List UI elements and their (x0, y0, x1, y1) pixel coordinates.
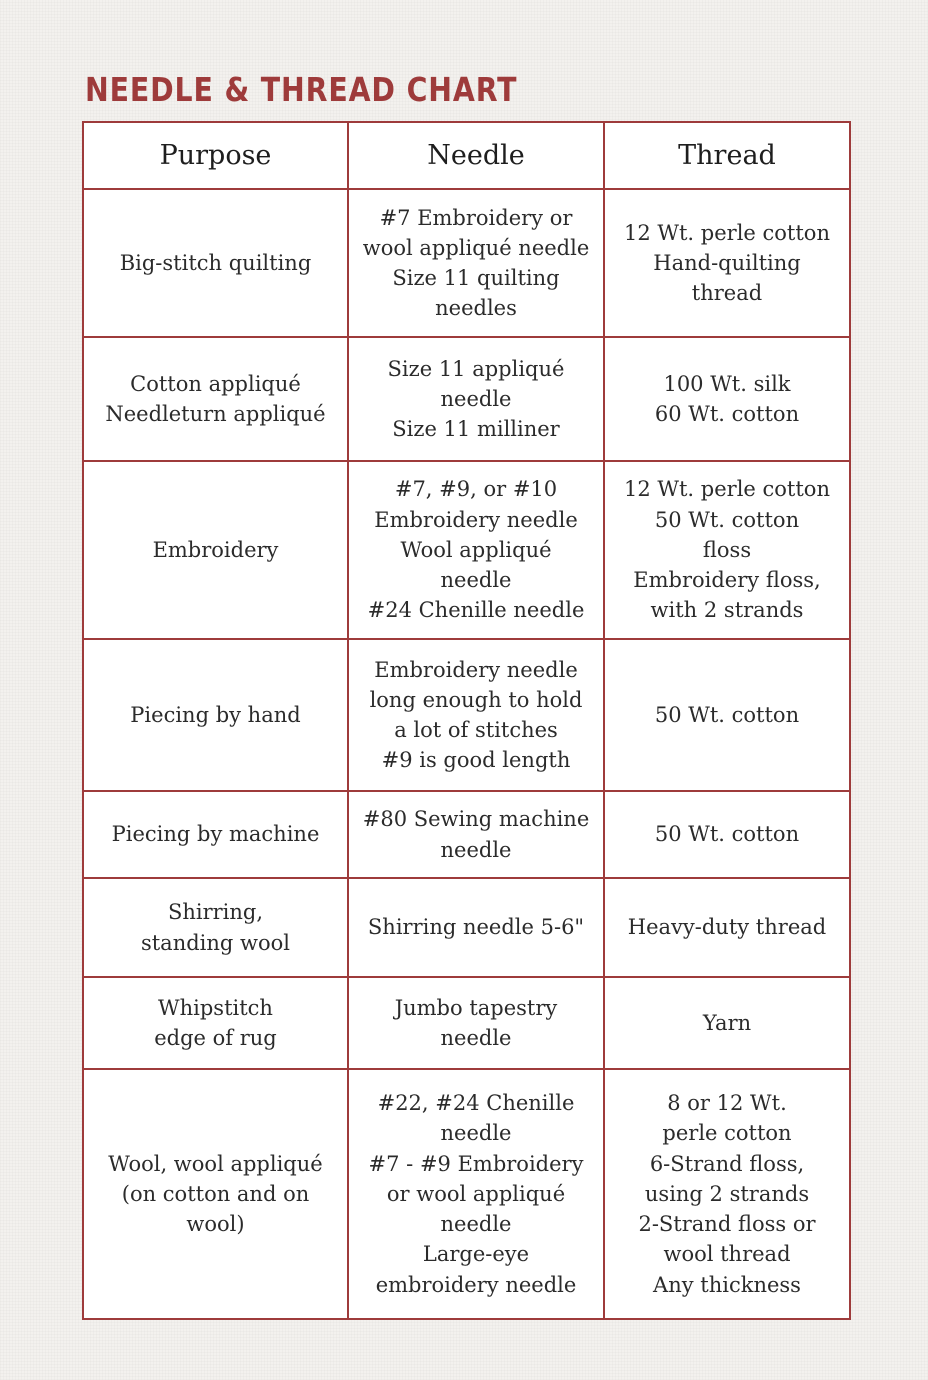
cell-line: #22, #24 Chenille (377, 1091, 575, 1116)
cell-line: Hand-quilting (653, 250, 801, 275)
cell-line: Wool appliqué (400, 537, 552, 562)
table-row (83, 461, 850, 639)
needle-cell (348, 1069, 604, 1319)
cell-line: Cotton appliqué (130, 371, 301, 396)
cell-line: 50 Wt. cotton (654, 507, 800, 532)
cell-line: Jumbo tapestry (394, 995, 558, 1020)
cell-line: Embroidery (152, 537, 279, 562)
cell-line: wool thread (663, 1242, 791, 1267)
cell-line: Wool, wool appliqué (108, 1151, 323, 1176)
cell-line: needle (440, 568, 512, 593)
cell-line: floss (702, 537, 752, 562)
table-row (83, 791, 850, 878)
cell-line: Any thickness (653, 1272, 801, 1297)
cell-line: Embroidery needle (374, 657, 578, 682)
table-row (83, 1069, 850, 1319)
purpose-cell (83, 1069, 348, 1319)
cell-line: using 2 strands (644, 1181, 810, 1206)
table-row (83, 878, 850, 977)
table-row (83, 977, 850, 1069)
cell-line: embroidery needle (375, 1272, 577, 1297)
cell-line: perle cotton (662, 1121, 792, 1146)
cell-line: thread (691, 281, 763, 306)
cell-line: or wool appliqué (386, 1181, 566, 1206)
purpose-cell (83, 639, 348, 791)
cell-line: long enough to hold (369, 687, 583, 712)
cell-line: Needleturn appliqué (105, 402, 326, 426)
column-header-needle: Needle (348, 122, 604, 189)
cell-line: Big-stitch quilting (119, 250, 312, 275)
cell-line: Piecing by hand (130, 702, 301, 727)
cell-line: needle (440, 1121, 512, 1146)
cell-line: 8 or 12 Wt. (667, 1091, 787, 1116)
purpose-cell (83, 189, 348, 337)
cell-line: #80 Sewing machine (362, 807, 590, 832)
needle-thread-table (82, 121, 851, 1320)
thread-cell (604, 791, 850, 878)
thread-cell (604, 639, 850, 791)
purpose-cell (83, 791, 348, 878)
cell-line: with 2 strands (650, 598, 804, 623)
cell-line: 2-Strand floss or (638, 1212, 816, 1237)
cell-line: 12 Wt. perle cotton (624, 220, 830, 245)
cell-line: 6-Strand floss, (649, 1151, 805, 1176)
purpose-cell (83, 461, 348, 639)
column-header-thread: Thread (604, 122, 850, 189)
needle-cell (348, 189, 604, 337)
cell-line: Embroidery needle (374, 507, 578, 532)
cell-line: 100 Wt. silk (663, 371, 791, 396)
cell-line: (on cotton and on (121, 1181, 310, 1206)
cell-line: Size 11 appliqué (387, 356, 565, 381)
thread-cell (604, 337, 850, 461)
purpose-cell (83, 337, 348, 461)
thread-cell (604, 1069, 850, 1319)
cell-line: needle (440, 1026, 512, 1050)
cell-line: standing wool (140, 930, 291, 955)
cell-line: needle (440, 1212, 512, 1237)
cell-line: Shirring needle 5-6" (367, 915, 585, 940)
thread-cell (604, 977, 850, 1069)
cell-line: Large-eye (422, 1242, 530, 1267)
cell-line: Whipstitch (158, 995, 273, 1020)
cell-line: #9 is good length (381, 748, 571, 773)
needle-cell (348, 878, 604, 977)
needle-cell (348, 461, 604, 639)
cell-line: Yarn (702, 1010, 752, 1035)
cell-line: Size 11 quilting (392, 266, 560, 290)
table-row (83, 337, 850, 461)
column-header-purpose: Purpose (83, 122, 348, 189)
cell-line: #7, #9, or #10 (394, 477, 558, 502)
page-title: NEEDLE & THREAD CHART (85, 70, 518, 109)
cell-line: #24 Chenille needle (367, 598, 585, 623)
table-row (83, 639, 850, 791)
cell-line: Embroidery floss, (633, 568, 821, 593)
cell-line: Shirring, (167, 900, 264, 925)
table-body (83, 189, 850, 1319)
needle-cell (348, 337, 604, 461)
cell-line: 50 Wt. cotton (654, 702, 800, 727)
cell-line: a lot of stitches (394, 718, 558, 742)
cell-line: Piecing by machine (111, 822, 320, 847)
cell-line: 12 Wt. perle cotton (624, 477, 830, 502)
cell-line: wool appliqué needle (362, 235, 590, 260)
cell-line: Heavy-duty thread (627, 915, 827, 940)
table-header (83, 122, 850, 189)
table-row (83, 189, 850, 337)
needle-cell (348, 977, 604, 1069)
thread-cell (604, 189, 850, 337)
thread-cell (604, 461, 850, 639)
header-row (83, 122, 850, 189)
cell-line: needles (435, 296, 517, 321)
purpose-cell (83, 977, 348, 1069)
purpose-cell (83, 878, 348, 977)
needle-cell (348, 639, 604, 791)
cell-line: needle (440, 837, 512, 862)
cell-line: Size 11 milliner (392, 417, 560, 442)
cell-line: #7 Embroidery or (379, 205, 573, 230)
needle-cell (348, 791, 604, 878)
cell-line: 50 Wt. cotton (654, 822, 800, 847)
cell-line: wool) (186, 1212, 245, 1237)
thread-cell (604, 878, 850, 977)
cell-line: 60 Wt. cotton (654, 402, 800, 426)
cell-line: edge of rug (154, 1026, 277, 1050)
cell-line: needle (440, 386, 512, 411)
cell-line: #7 - #9 Embroidery (368, 1151, 584, 1176)
